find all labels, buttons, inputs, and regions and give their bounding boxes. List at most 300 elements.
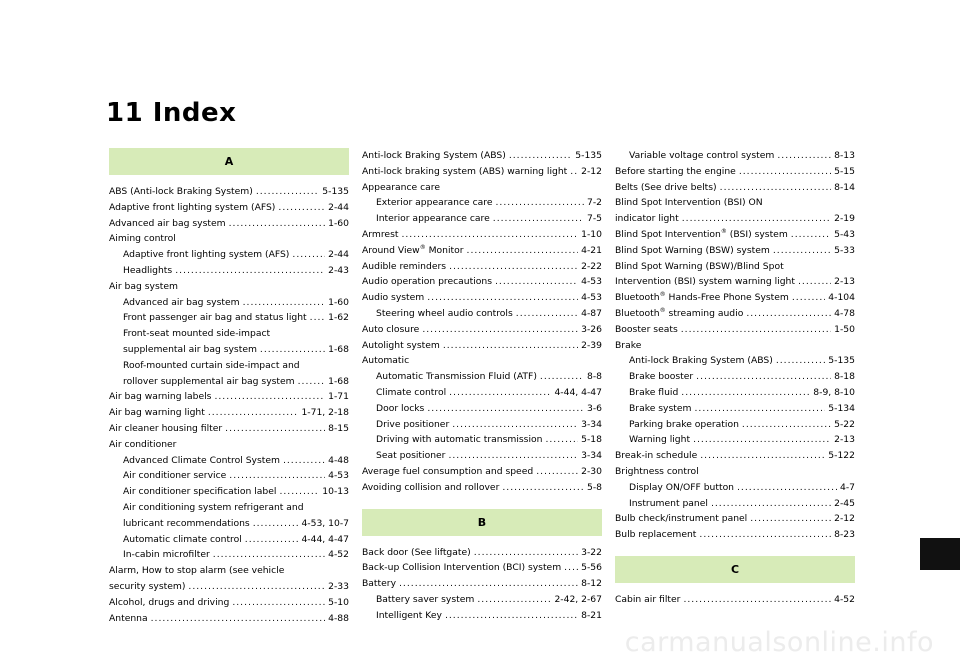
- index-subentry: [109, 295, 349, 311]
- page-reference: 4-53: [581, 292, 602, 304]
- registered-mark: ®: [419, 243, 426, 251]
- page-reference: 2-42, 2-67: [554, 593, 602, 605]
- index-heading: Roof-mounted curtain side-impact and: [123, 359, 300, 371]
- dot-leader: [474, 545, 578, 561]
- entry-term: Air conditioner specification label: [123, 486, 277, 498]
- index-heading: Alarm, How to stop alarm (see vehicle: [109, 565, 285, 577]
- dot-leader: [449, 259, 578, 275]
- page-reference: 2-12: [834, 513, 855, 525]
- index-subentry: [615, 496, 855, 512]
- index-entry: [109, 611, 349, 627]
- entry-term: Brake booster: [629, 371, 694, 383]
- page-reference: 4-104: [828, 292, 855, 304]
- entry-term: Drive positioner: [376, 418, 450, 430]
- entry-text: [109, 421, 222, 437]
- entry-term: Climate control: [376, 386, 447, 398]
- dot-leader: [742, 417, 831, 433]
- dot-leader: [696, 369, 831, 385]
- page-title: 11 Index: [106, 98, 237, 128]
- page-reference: 8-18: [834, 371, 855, 383]
- dot-leader: [746, 306, 831, 322]
- index-subentry: [109, 516, 349, 532]
- page-reference: 8-8: [586, 371, 602, 383]
- entry-term: Auto closure: [362, 323, 420, 335]
- index-heading: Appearance care: [362, 181, 440, 193]
- index-entry: [109, 421, 349, 437]
- entry-text: [109, 184, 253, 200]
- index-entry: [362, 259, 602, 275]
- dot-leader: [427, 401, 584, 417]
- index-subentry: [615, 432, 855, 448]
- entry-text: [362, 164, 567, 180]
- index-column-1: [109, 148, 349, 626]
- index-entry: [615, 448, 855, 464]
- page-reference: 2-43: [328, 264, 349, 276]
- index-subentry: [615, 369, 855, 385]
- page-reference: 3-34: [581, 418, 602, 430]
- index-heading: Air conditioner: [109, 438, 177, 450]
- index-subentry: [615, 353, 855, 369]
- watermark: carmanualsonline.info: [624, 627, 934, 658]
- dot-leader: [737, 480, 837, 496]
- dot-leader: [477, 592, 551, 608]
- page-reference: 1-60: [328, 217, 349, 229]
- index-entry: [615, 180, 855, 196]
- dot-leader: [791, 227, 831, 243]
- page-reference: 5-122: [828, 450, 855, 462]
- section-header-c: C: [615, 556, 855, 583]
- entry-text: [123, 532, 242, 548]
- dot-leader: [253, 516, 299, 532]
- entry-text: [123, 263, 172, 279]
- page-reference: 1-50: [834, 323, 855, 335]
- entry-text: [123, 295, 240, 311]
- entry-text: [615, 527, 696, 543]
- dot-leader: [693, 432, 831, 448]
- index-entry: [362, 274, 602, 290]
- page-reference: 5-15: [834, 165, 855, 177]
- index-subentry: [109, 247, 349, 263]
- index-subentry: [615, 401, 855, 417]
- page-reference: 7-5: [586, 213, 602, 225]
- entry-text: [615, 227, 788, 243]
- entry-text: [109, 405, 205, 421]
- page-reference: 5-8: [586, 481, 602, 493]
- dot-leader: [260, 342, 325, 358]
- entry-text: [615, 211, 679, 227]
- dot-leader: [792, 290, 825, 306]
- index-entry: [615, 274, 855, 290]
- registered-mark: ®: [659, 306, 666, 314]
- entry-term: Bluetooth: [615, 292, 660, 304]
- page-reference: 4-7: [839, 481, 855, 493]
- index-subentry: [615, 417, 855, 433]
- entry-term: Advanced air bag system: [123, 296, 240, 308]
- index-entry: [362, 227, 602, 243]
- entry-text: [362, 243, 464, 259]
- entry-term: Audio operation precautions: [362, 276, 493, 288]
- dot-leader: [681, 322, 831, 338]
- dot-leader: [245, 532, 299, 548]
- entry-text: [362, 560, 561, 576]
- dot-leader: [188, 579, 325, 595]
- page-reference: 4-88: [328, 612, 349, 624]
- entry-term: Driving with automatic transmission: [376, 434, 543, 446]
- entry-term-suffix: (BSI) system: [726, 228, 788, 240]
- entry-term: Advanced Climate Control System: [123, 454, 280, 466]
- entry-text: [376, 369, 537, 385]
- page-reference: 2-44: [328, 201, 349, 213]
- dot-leader: [467, 243, 579, 259]
- entry-text: [376, 608, 442, 624]
- dot-leader: [208, 405, 299, 421]
- index-entry: [362, 576, 602, 592]
- entry-term: Cabin air filter: [615, 593, 681, 605]
- dot-leader: [229, 468, 325, 484]
- index-entry: [615, 527, 855, 543]
- entry-text: [629, 480, 734, 496]
- entry-term: lubricant recommendations: [123, 517, 250, 529]
- page-reference: 1-60: [328, 296, 349, 308]
- entry-text: [109, 216, 226, 232]
- page-reference: 4-52: [834, 593, 855, 605]
- entry-text: [362, 148, 506, 164]
- entry-text: [362, 464, 533, 480]
- dot-leader: [711, 496, 831, 512]
- page-reference: 10-13: [322, 486, 349, 498]
- index-subentry: [362, 306, 602, 322]
- entry-text: [109, 579, 185, 595]
- entry-term: Break-in schedule: [615, 450, 698, 462]
- entry-text: [615, 511, 747, 527]
- entry-term: security system): [109, 580, 186, 592]
- entry-term: Advanced air bag system: [109, 217, 226, 229]
- index-subentry: [615, 480, 855, 496]
- registered-mark: ®: [720, 227, 727, 235]
- dot-leader: [298, 374, 326, 390]
- dot-leader: [509, 148, 572, 164]
- page-reference: 3-26: [581, 323, 602, 335]
- entry-text: [629, 148, 774, 164]
- dot-leader: [213, 547, 325, 563]
- page-reference: 5-135: [575, 150, 602, 161]
- index-subentry: [109, 453, 349, 469]
- dot-leader: [682, 211, 831, 227]
- page-reference: 2-13: [834, 434, 855, 446]
- entry-term: Adaptive front lighting system (AFS): [123, 249, 290, 261]
- dot-leader: [798, 274, 831, 290]
- dot-leader: [750, 511, 831, 527]
- dot-leader: [700, 448, 825, 464]
- index-heading: Automatic: [362, 355, 410, 367]
- entry-term: Instrument panel: [629, 497, 708, 509]
- index-entry: [362, 464, 602, 480]
- entry-text: [123, 468, 226, 484]
- dot-leader: [445, 608, 578, 624]
- page-reference: 5-18: [581, 434, 602, 446]
- entry-text: [615, 243, 770, 259]
- index-entry: [362, 290, 602, 306]
- dot-leader: [175, 263, 325, 279]
- entry-term: Brake fluid: [629, 386, 679, 398]
- entry-text: [376, 448, 445, 464]
- index-heading: Blind Spot Warning (BSW)/Blind Spot: [615, 260, 784, 272]
- index-entry: [362, 338, 602, 354]
- page-reference: 4-53: [581, 276, 602, 288]
- index-entry: [109, 184, 349, 200]
- index-heading: Air bag system: [109, 280, 178, 292]
- entry-text: [629, 417, 739, 433]
- page-reference: 5-22: [834, 418, 855, 430]
- entry-term: rollover supplemental air bag system: [123, 375, 295, 387]
- entry-term: Antenna: [109, 612, 148, 624]
- index-subentry: [615, 385, 855, 401]
- entry-term: Brake system: [629, 402, 692, 414]
- index-entry: [109, 595, 349, 611]
- entry-text: [123, 374, 295, 390]
- entry-term: Belts (See drive belts): [615, 181, 717, 193]
- entry-text: [615, 322, 678, 338]
- dot-leader: [699, 527, 831, 543]
- index-subentry: [362, 608, 602, 624]
- page-reference: 8-14: [834, 181, 855, 193]
- dot-leader: [256, 184, 319, 200]
- dot-leader: [443, 338, 578, 354]
- dot-leader: [570, 164, 578, 180]
- entry-term: Battery saver system: [376, 593, 475, 605]
- entry-text: [362, 290, 424, 306]
- entry-term: Warning light: [629, 434, 691, 446]
- page-reference: 5-10: [328, 596, 349, 608]
- entry-term: Steering wheel audio controls: [376, 307, 513, 319]
- index-subentry: [362, 369, 602, 385]
- page-reference: 4-44, 4-47: [554, 386, 602, 398]
- index-entry: [615, 227, 855, 243]
- page-reference: 4-87: [581, 307, 602, 319]
- entry-term: Armrest: [362, 228, 399, 240]
- entry-term: Display ON/OFF button: [629, 481, 735, 493]
- entry-text: [362, 227, 398, 243]
- entry-term: supplemental air bag system: [123, 343, 257, 355]
- dot-leader: [516, 306, 578, 322]
- entry-term: Anti-lock Braking System (ABS): [362, 150, 506, 161]
- dot-leader: [545, 432, 578, 448]
- dot-leader: [683, 592, 831, 608]
- page-reference: 8-21: [581, 609, 602, 621]
- entry-term: Bulb replacement: [615, 529, 697, 541]
- index-subentry: [362, 211, 602, 227]
- index-subentry: [362, 385, 602, 401]
- index-entry: [109, 579, 349, 595]
- index-subentry: [109, 532, 349, 548]
- entry-term: Audible reminders: [362, 260, 447, 272]
- index-entry: [615, 243, 855, 259]
- index-entry: [615, 306, 855, 322]
- dot-leader: [493, 211, 584, 227]
- dot-leader: [739, 164, 831, 180]
- entry-term: Air bag warning labels: [109, 391, 212, 403]
- entry-term: Before starting the engine: [615, 165, 736, 177]
- entry-text: [362, 576, 396, 592]
- chapter-tab-marker: [920, 538, 960, 570]
- entry-term: Seat positioner: [376, 450, 446, 462]
- page-reference: 1-68: [328, 343, 349, 355]
- page-reference: 8-12: [581, 578, 602, 590]
- entry-term: ABS (Anti-lock Braking System): [109, 186, 253, 197]
- dot-leader: [243, 295, 326, 311]
- page-reference: 4-52: [328, 549, 349, 561]
- page-reference: 3-6: [586, 402, 602, 414]
- dot-leader: [422, 322, 578, 338]
- page-reference: 8-15: [328, 422, 349, 434]
- entry-text: [629, 369, 693, 385]
- entry-term: Back door (See liftgate): [362, 546, 471, 558]
- page-reference: 4-48: [328, 454, 349, 466]
- entry-text: [376, 592, 474, 608]
- entry-text: [376, 401, 424, 417]
- entry-term: Blind Spot Warning (BSW) system: [615, 244, 770, 256]
- index-entry: [615, 290, 855, 306]
- index-heading: Blind Spot Intervention (BSI) ON: [615, 197, 763, 209]
- dot-leader: [773, 243, 831, 259]
- section-header-a: A: [109, 148, 349, 175]
- entry-term: Front passenger air bag and status light: [123, 312, 307, 324]
- entry-text: [376, 211, 490, 227]
- dot-leader: [681, 385, 810, 401]
- entry-term: Variable voltage control system: [629, 150, 775, 161]
- dot-leader: [564, 560, 578, 576]
- entry-term: Bluetooth: [615, 307, 660, 319]
- dot-leader: [449, 385, 551, 401]
- page-reference: 4-53: [328, 470, 349, 482]
- entry-text: [109, 595, 229, 611]
- index-column-3: [615, 148, 855, 608]
- entry-text: [615, 448, 697, 464]
- entry-text: [123, 484, 276, 500]
- index-entry: [615, 511, 855, 527]
- entry-text: [376, 432, 542, 448]
- entry-term: Around View: [362, 244, 420, 256]
- entry-text: [629, 353, 773, 369]
- entry-term: Adaptive front lighting system (AFS): [109, 201, 276, 213]
- dot-leader: [229, 216, 326, 232]
- index-entry: [362, 164, 602, 180]
- index-entry: [362, 148, 602, 164]
- page-reference: 1-71, 2-18: [301, 407, 349, 419]
- page-reference: 5-33: [834, 244, 855, 256]
- page-reference: 4-53, 10-7: [301, 517, 349, 529]
- page-reference: 1-10: [581, 228, 602, 240]
- entry-term: Exterior appearance care: [376, 197, 493, 209]
- entry-text: [362, 259, 446, 275]
- index-heading: Front-seat mounted side-impact: [123, 328, 271, 340]
- entry-term-suffix: streaming audio: [665, 307, 744, 319]
- index-subentry: [362, 432, 602, 448]
- page-reference: 2-22: [581, 260, 602, 272]
- dot-leader: [448, 448, 578, 464]
- index-entry: [615, 322, 855, 338]
- page-reference: 5-134: [828, 402, 855, 414]
- dot-leader: [695, 401, 826, 417]
- page-reference: 1-62: [328, 312, 349, 324]
- dot-leader: [310, 310, 325, 326]
- page-reference: 7-2: [586, 197, 602, 209]
- entry-term: Back-up Collision Intervention (BCI) system: [362, 562, 562, 574]
- entry-text: [376, 417, 449, 433]
- dot-leader: [151, 611, 326, 627]
- entry-term: Intelligent Key: [376, 609, 442, 621]
- index-heading: Air conditioning system refrigerant and: [123, 501, 304, 513]
- index-entry: [109, 200, 349, 216]
- entry-text: [615, 290, 789, 306]
- page-reference: 1-68: [328, 375, 349, 387]
- entry-text: [629, 432, 690, 448]
- entry-text: [362, 274, 492, 290]
- page-reference: 1-71: [328, 391, 349, 403]
- entry-term: Parking brake operation: [629, 418, 739, 430]
- section-header-b: B: [362, 509, 602, 536]
- entry-term: Battery: [362, 578, 397, 590]
- dot-leader: [720, 180, 831, 196]
- page-reference: 2-44: [328, 249, 349, 261]
- entry-text: [629, 385, 678, 401]
- dot-leader: [777, 148, 831, 164]
- index-subentry: [362, 195, 602, 211]
- entry-term: Interior appearance care: [376, 213, 490, 225]
- entry-term: Anti-lock braking system (ABS) warning light: [362, 165, 568, 177]
- dot-leader: [496, 195, 584, 211]
- index-subentry: [362, 592, 602, 608]
- index-subentry: [362, 417, 602, 433]
- entry-text: [109, 389, 211, 405]
- index-subentry: [362, 448, 602, 464]
- index-entry: [362, 560, 602, 576]
- index-entry: [615, 211, 855, 227]
- index-subentry: [615, 148, 855, 164]
- index-column-2: [362, 148, 602, 624]
- index-subentry: [109, 263, 349, 279]
- entry-text: [123, 310, 307, 326]
- entry-term: Anti-lock Braking System (ABS): [629, 355, 773, 367]
- page-reference: 5-135: [322, 186, 349, 197]
- page-reference: 3-34: [581, 450, 602, 462]
- page-reference: 5-135: [828, 355, 855, 367]
- index-subentry: [362, 401, 602, 417]
- page-reference: 2-39: [581, 339, 602, 351]
- page-reference: 5-43: [834, 228, 855, 240]
- index-entry: [109, 389, 349, 405]
- entry-text: [123, 247, 289, 263]
- entry-term: Automatic Transmission Fluid (ATF): [376, 371, 537, 383]
- index-subentry: [109, 374, 349, 390]
- index-subentry: [109, 310, 349, 326]
- page-reference: 5-56: [581, 562, 602, 574]
- page-reference: 8-13: [834, 150, 855, 161]
- page-reference: 3-22: [581, 546, 602, 558]
- dot-leader: [776, 353, 825, 369]
- entry-text: [629, 496, 708, 512]
- page-reference: 8-23: [834, 529, 855, 541]
- entry-term: Autolight system: [362, 339, 440, 351]
- entry-term: Air cleaner housing filter: [109, 422, 223, 434]
- entry-text: [123, 516, 250, 532]
- entry-term: Avoiding collision and rollover: [362, 481, 500, 493]
- page-reference: 2-30: [581, 465, 602, 477]
- entry-term: Average fuel consumption and speed: [362, 465, 534, 477]
- entry-term: Audio system: [362, 292, 425, 304]
- dot-leader: [279, 484, 319, 500]
- index-heading: Brightness control: [615, 465, 699, 477]
